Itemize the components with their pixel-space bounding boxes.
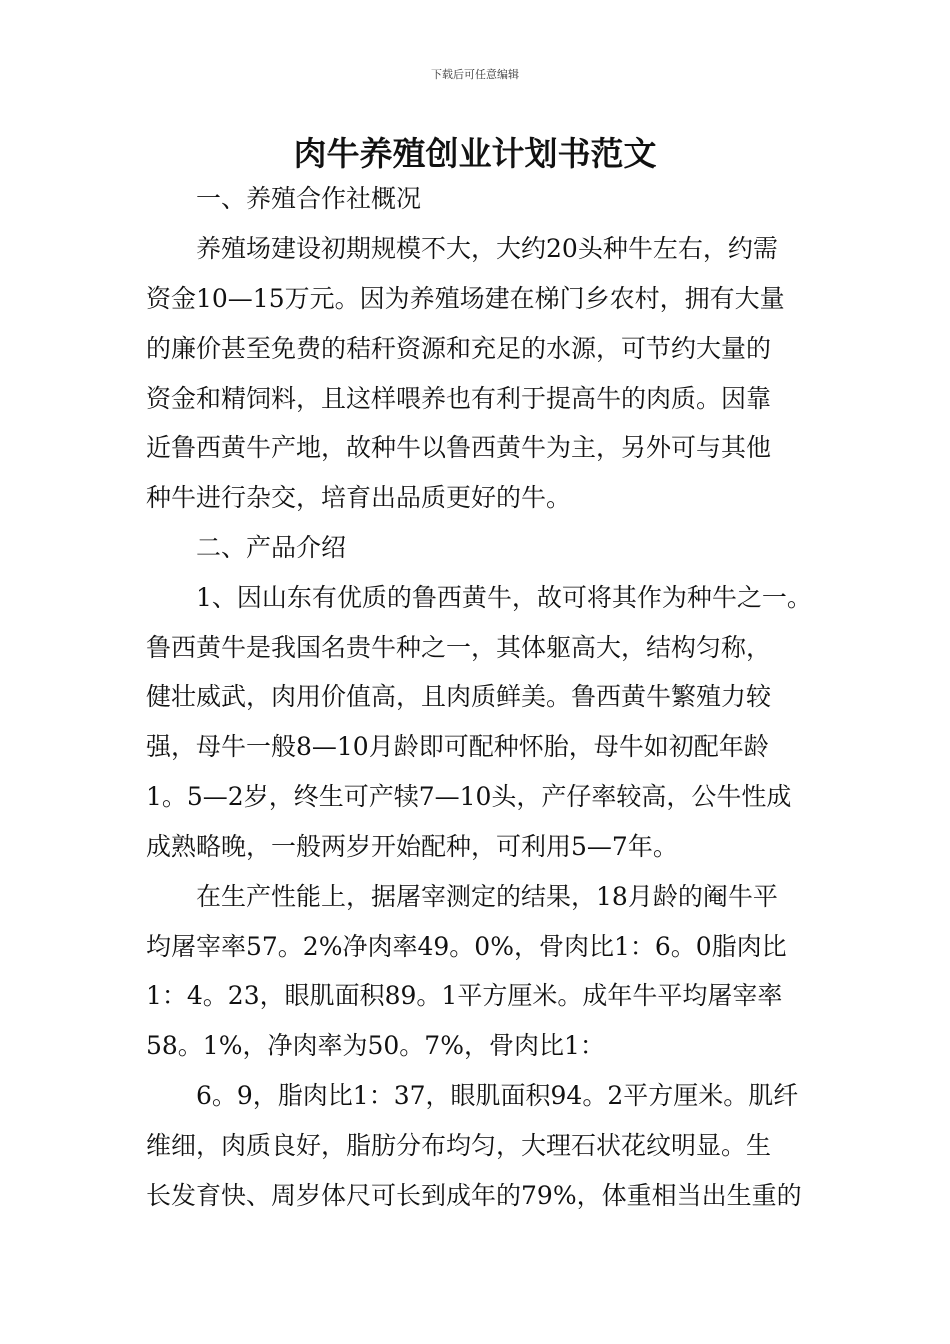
paragraph-line: 养殖场建设初期规模不大，大约20头种牛左右，约需: [196, 234, 778, 263]
section-heading: 二、产品介绍: [196, 533, 347, 562]
paragraph-line: 维细，肉质良好，脂肪分布均匀，大理石状花纹明显。生: [146, 1131, 772, 1160]
paragraph-line: 1、因山东有优质的鲁西黄牛，故可将其作为种牛之一。: [196, 583, 812, 612]
paragraph-line: 在生产性能上，据屠宰测定的结果，18月龄的阉牛平: [196, 882, 778, 911]
paragraph-line: 种牛进行杂交，培育出品质更好的牛。: [146, 483, 572, 512]
paragraph-line: 58。1%，净肉率为50。7%，骨肉比1：: [146, 1031, 605, 1060]
paragraph-line: 强，母牛一般8—10月龄即可配种怀胎，母牛如初配年龄: [146, 732, 769, 761]
paragraph-line: 近鲁西黄牛产地，故种牛以鲁西黄牛为主，另外可与其他: [146, 433, 772, 462]
paragraph-line: 鲁西黄牛是我国名贵牛种之一，其体躯高大，结构匀称，: [146, 633, 772, 662]
paragraph-line: 长发育快、周岁体尺可长到成年的79%，体重相当出生重的: [146, 1181, 802, 1210]
paragraph-line: 6。9，脂肉比1：37，眼肌面积94。2平方厘米。肌纤: [196, 1081, 799, 1110]
paragraph-line: 成熟略晚，一般两岁开始配种，可利用5—7年。: [146, 832, 678, 861]
paragraph-line: 健壮威武，肉用价值高，且肉质鲜美。鲁西黄牛繁殖力较: [146, 682, 772, 711]
section-heading: 一、养殖合作社概况: [196, 184, 422, 213]
paragraph-line: 资金10—15万元。因为养殖场建在梯门乡农村，拥有大量: [146, 284, 785, 313]
paragraph-line: 资金和精饲料，且这样喂养也有利于提高牛的肉质。因靠: [146, 384, 772, 413]
header-note: 下载后可任意编辑: [431, 68, 519, 81]
document-title: 肉牛养殖创业计划书范文: [293, 134, 657, 173]
paragraph-line: 均屠宰率57。2%净肉率49。0%，骨肉比1：6。0脂肉比: [146, 932, 787, 961]
paragraph-line: 1：4。23，眼肌面积89。1平方厘米。成年牛平均屠宰率: [146, 981, 783, 1010]
paragraph-line: 的廉价甚至免费的秸秆资源和充足的水源，可节约大量的: [146, 334, 772, 363]
paragraph-line: 1。5—2岁，终生可产犊7—10头，产仔率较高，公牛性成: [146, 782, 792, 811]
